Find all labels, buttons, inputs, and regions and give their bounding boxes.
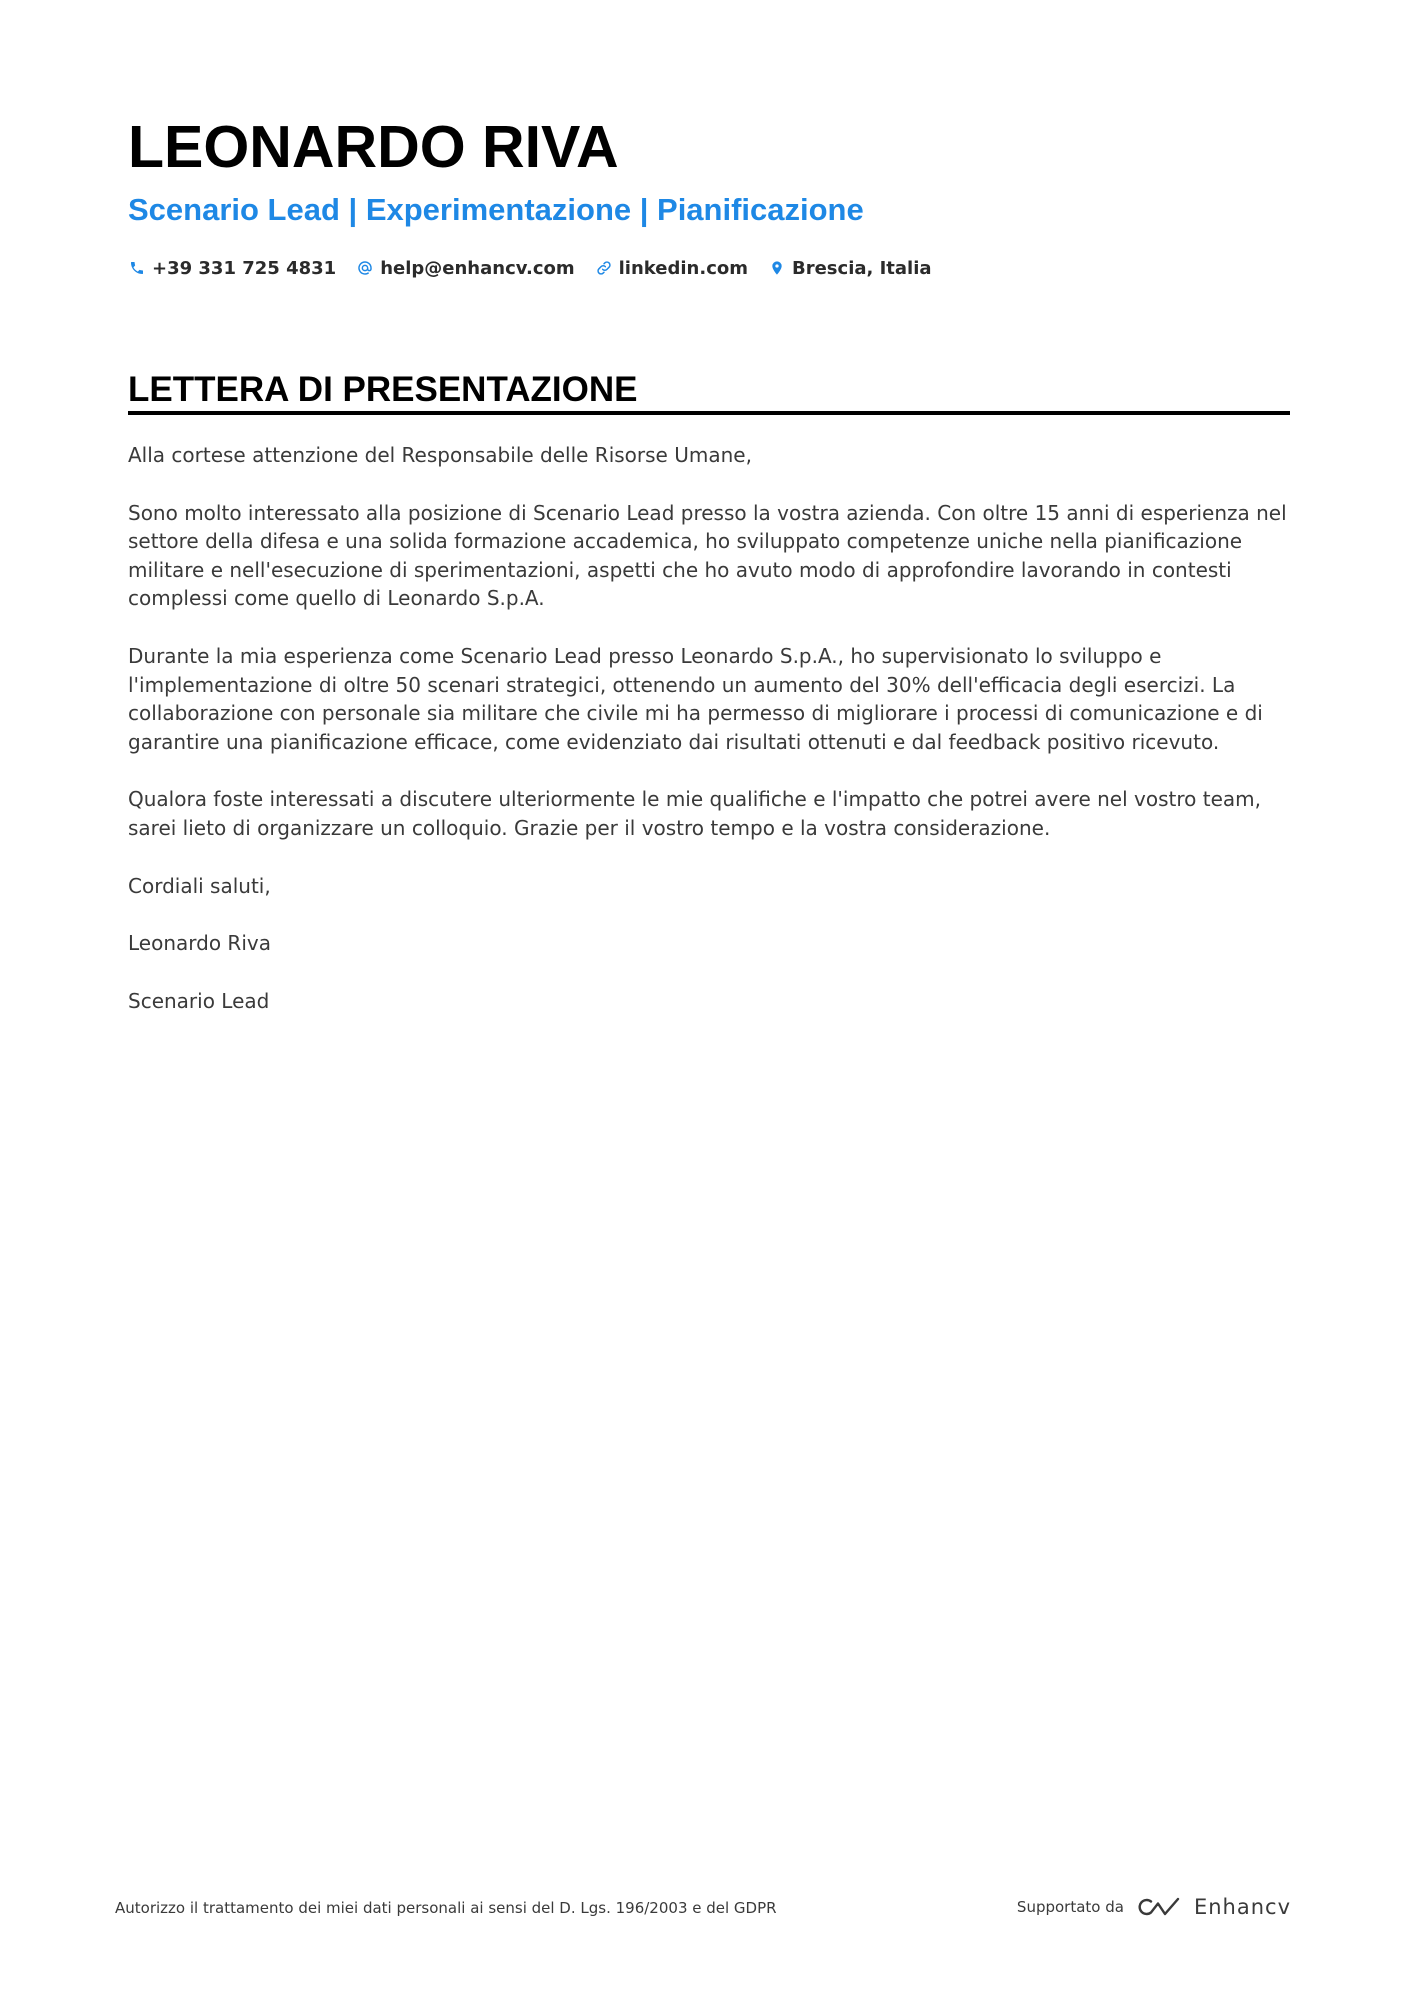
contact-email-text: help@enhancv.com [380, 257, 575, 279]
signature-title: Scenario Lead [128, 988, 270, 1013]
contact-phone-text: +39 331 725 4831 [152, 257, 337, 279]
phone-icon [128, 259, 146, 277]
contact-bar [128, 254, 952, 282]
contact-location [768, 258, 932, 279]
contact-location-text: Brescia, Italia [792, 257, 932, 279]
brand-name: Enhancv [1193, 1895, 1291, 1919]
letter-body [128, 441, 1290, 1044]
privacy-consent: Autorizzo il trattamento dei miei dati personali ai sensi del D. Lgs. 196/2003 e del GDPR [115, 1899, 777, 1917]
powered-by[interactable] [1017, 1893, 1291, 1921]
contact-website[interactable] [595, 258, 748, 279]
letter-closing: Cordiali saluti, [128, 873, 271, 898]
candidate-subtitle: Scenario Lead | Experimentazione | Pianificazione [128, 192, 864, 227]
letter-paragraph-2: Durante la mia esperienza come Scenario Lead presso Leonardo S.p.A., ho supervisionato lo sviluppo e l'implementazione di oltre 50 scenari strategici, ottenendo un aumento del 30% dell'efficacia degli esercizi. La collaborazione con personale sia militare che civile mi ha permesso di migliorare i processi di comunicazione e di garantire una pianificazione efficace, come evidenziato dai risultati ottenuti e dal feedback positivo ricevuto. [128, 643, 1263, 754]
link-icon [595, 259, 613, 277]
page-footer [115, 1893, 1291, 1923]
section-divider [128, 411, 1290, 415]
letter-paragraph-3: Qualora foste interessati a discutere ulteriormente le mie qualifiche e l'impatto che potrei avere nel vostro team, sarei lieto di organizzare un colloquio. Grazie per il vostro tempo e la vostra considerazione. [128, 787, 1261, 840]
letter-salutation: Alla cortese attenzione del Responsabile delle Risorse Umane, [128, 443, 752, 467]
section-title: LETTERA DI PRESENTAZIONE [128, 370, 638, 409]
contact-email[interactable] [356, 258, 574, 279]
candidate-name: LEONARDO RIVA [128, 114, 619, 180]
enhancv-logo-icon [1136, 1895, 1182, 1919]
map-pin-icon [768, 259, 786, 277]
contact-phone[interactable] [128, 258, 336, 279]
powered-by-label: Supportato da [1016, 1898, 1124, 1916]
letter-paragraph-1: Sono molto interessato alla posizione di Scenario Lead presso la vostra azienda. Con oltre 15 anni di esperienza nel settore della difesa e una solida formazione accademica, ho sviluppato competenze uniche nella pianificazione militare e nell'esecuzione di sperimentazioni, aspetti che ho avuto modo di approfondire lavorando in contesti complessi come quello di Leonardo S.p.A. [128, 500, 1287, 611]
at-icon [356, 259, 374, 277]
signature-name: Leonardo Riva [128, 931, 271, 956]
contact-website-text: linkedin.com [618, 257, 748, 279]
